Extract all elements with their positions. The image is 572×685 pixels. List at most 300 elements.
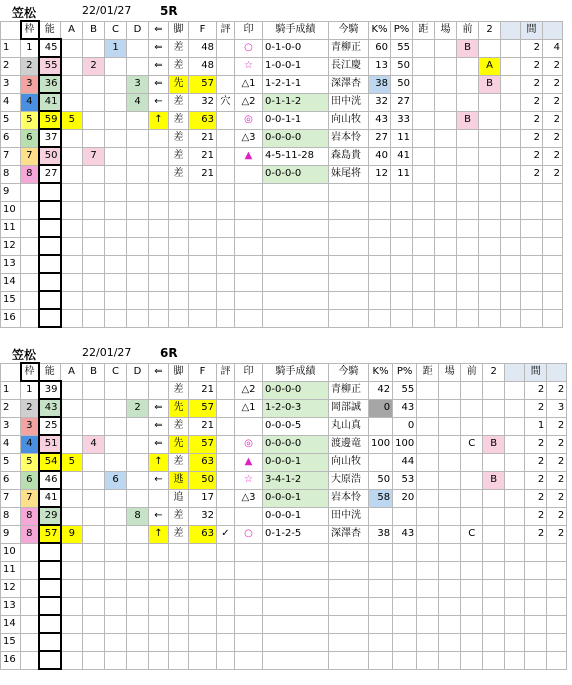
- entry-row[interactable]: [1, 147, 563, 165]
- column-header: [543, 21, 563, 39]
- cell-arr: ⇐: [149, 399, 169, 417]
- cell-k2: 2: [547, 525, 567, 543]
- cell-ni: [483, 399, 505, 417]
- cell-x: [505, 435, 525, 453]
- empty-cell: [39, 633, 61, 651]
- cell-k1: 2: [525, 435, 547, 453]
- entry-row[interactable]: [1, 129, 563, 147]
- cell-waku: 7: [21, 489, 39, 507]
- cell-ni: [483, 453, 505, 471]
- empty-cell: [189, 615, 217, 633]
- cell-kyo: [417, 471, 439, 489]
- empty-cell: [479, 201, 501, 219]
- empty-cell: [217, 219, 235, 237]
- cell-jockey: 大原浩: [329, 471, 369, 489]
- empty-cell: [457, 219, 479, 237]
- entry-row[interactable]: [1, 75, 563, 93]
- cell-hyo: [217, 471, 235, 489]
- empty-cell: [235, 237, 263, 255]
- cell-c: 6: [105, 471, 127, 489]
- race-date: 22/01/27: [82, 346, 132, 359]
- column-header: 脚: [169, 363, 189, 381]
- empty-cell: [413, 201, 435, 219]
- empty-cell: [413, 291, 435, 309]
- entry-row[interactable]: [1, 93, 563, 111]
- cell-ba: [435, 75, 457, 93]
- empty-cell: [169, 201, 189, 219]
- cell-k: 42: [369, 381, 393, 399]
- empty-cell: [525, 561, 547, 579]
- empty-cell: [189, 183, 217, 201]
- empty-cell: [39, 273, 61, 291]
- column-header: A: [61, 363, 83, 381]
- cell-noh: 50: [39, 147, 61, 165]
- cell-waku: 2: [21, 57, 39, 75]
- empty-cell: [105, 615, 127, 633]
- cell-k: 13: [369, 57, 391, 75]
- empty-cell: [413, 183, 435, 201]
- empty-cell: [189, 579, 217, 597]
- entry-row[interactable]: [1, 507, 567, 525]
- cell-kyaku: 差: [169, 93, 189, 111]
- empty-row: [1, 543, 567, 561]
- cell-seiseki: 0-0-0-1: [263, 489, 329, 507]
- empty-cell: [83, 615, 105, 633]
- empty-cell: [189, 273, 217, 291]
- empty-cell: [417, 633, 439, 651]
- cell-c: [105, 417, 127, 435]
- empty-cell: [217, 183, 235, 201]
- empty-cell: [417, 615, 439, 633]
- empty-cell: [105, 309, 127, 327]
- cell-seiseki: 0-0-0-0: [263, 165, 329, 183]
- empty-cell: [461, 579, 483, 597]
- empty-cell: [235, 183, 263, 201]
- cell-jockey: 岡部誠: [329, 399, 369, 417]
- empty-cell: [505, 543, 525, 561]
- cell-x: [505, 381, 525, 399]
- column-header: 能: [39, 363, 61, 381]
- cell-a: 5: [61, 111, 83, 129]
- empty-cell: [105, 597, 127, 615]
- cell-mae: [457, 75, 479, 93]
- cell-b: 4: [83, 435, 105, 453]
- cell-noh: 36: [39, 75, 61, 93]
- empty-cell: [105, 651, 127, 669]
- cell-b: [83, 111, 105, 129]
- cell-waku: 3: [21, 75, 39, 93]
- empty-cell: [263, 273, 329, 291]
- cell-seiseki: 1-2-1-1: [263, 75, 329, 93]
- empty-cell: [61, 219, 83, 237]
- cell-in: △3: [235, 129, 263, 147]
- cell-f: 21: [189, 147, 217, 165]
- empty-cell: [127, 255, 149, 273]
- cell-b: [83, 507, 105, 525]
- column-header: 前: [461, 363, 483, 381]
- empty-cell: [21, 255, 39, 273]
- empty-cell: [83, 273, 105, 291]
- cell-seiseki: 4-5-11-28: [263, 147, 329, 165]
- cell-mae: [461, 471, 483, 489]
- empty-cell: [547, 651, 567, 669]
- cell-seiseki: 0-0-0-5: [263, 417, 329, 435]
- empty-cell: [263, 309, 329, 327]
- cell-noh: 54: [39, 453, 61, 471]
- cell-in: [235, 165, 263, 183]
- cell-f: 57: [189, 399, 217, 417]
- empty-cell: [21, 597, 39, 615]
- cell-d: 8: [127, 507, 149, 525]
- race-header: [0, 2, 563, 20]
- empty-cell: [169, 237, 189, 255]
- cell-jockey: 岩本怜: [329, 489, 369, 507]
- cell-no: 4: [1, 435, 21, 453]
- cell-waku: 1: [21, 39, 39, 57]
- column-header: 能: [39, 21, 61, 39]
- empty-cell: [435, 201, 457, 219]
- empty-cell: [461, 651, 483, 669]
- cell-seiseki: 0-0-1-1: [263, 111, 329, 129]
- cell-ba: [439, 417, 461, 435]
- entry-row[interactable]: [1, 471, 567, 489]
- cell-f: 48: [189, 57, 217, 75]
- entry-row[interactable]: [1, 453, 567, 471]
- empty-cell: [329, 291, 369, 309]
- empty-cell: [235, 309, 263, 327]
- empty-cell: [543, 291, 563, 309]
- empty-cell: [61, 633, 83, 651]
- empty-cell: [169, 615, 189, 633]
- cell-a: [61, 381, 83, 399]
- column-header: 間: [525, 363, 547, 381]
- empty-cell: [217, 543, 235, 561]
- empty-cell: [105, 273, 127, 291]
- cell-x: [505, 507, 525, 525]
- cell-k: [369, 453, 393, 471]
- cell-noh: 39: [39, 381, 61, 399]
- cell-x: [501, 111, 521, 129]
- cell-f: 21: [189, 417, 217, 435]
- empty-cell: [369, 273, 391, 291]
- empty-cell: [483, 579, 505, 597]
- cell-no: 4: [1, 93, 21, 111]
- cell-p: 27: [391, 93, 413, 111]
- cell-hyo: [217, 57, 235, 75]
- column-header: [1, 21, 21, 39]
- empty-cell: [39, 543, 61, 561]
- empty-cell: [439, 615, 461, 633]
- cell-waku: 5: [21, 453, 39, 471]
- empty-cell: [369, 255, 391, 273]
- cell-seiseki: 0-0-0-1: [263, 507, 329, 525]
- cell-d: [127, 129, 149, 147]
- cell-a: [61, 435, 83, 453]
- empty-cell: [235, 291, 263, 309]
- empty-cell: [235, 219, 263, 237]
- empty-cell: [263, 579, 329, 597]
- empty-cell: [547, 543, 567, 561]
- cell-hyo: ✓: [217, 525, 235, 543]
- empty-cell: [169, 273, 189, 291]
- cell-ni: [483, 381, 505, 399]
- empty-cell: [369, 309, 391, 327]
- empty-cell: [435, 255, 457, 273]
- row-number: 11: [1, 219, 21, 237]
- empty-cell: [39, 309, 61, 327]
- cell-kyaku: 先: [169, 75, 189, 93]
- empty-cell: [263, 219, 329, 237]
- entry-row[interactable]: [1, 399, 567, 417]
- cell-noh: 51: [39, 435, 61, 453]
- empty-cell: [21, 291, 39, 309]
- cell-ba: [439, 453, 461, 471]
- cell-arr: ↑: [149, 453, 169, 471]
- empty-cell: [505, 579, 525, 597]
- column-header: 場: [439, 363, 461, 381]
- column-header: D: [127, 363, 149, 381]
- empty-cell: [525, 633, 547, 651]
- cell-jockey: 青柳正: [329, 39, 369, 57]
- empty-cell: [61, 255, 83, 273]
- empty-cell: [169, 561, 189, 579]
- empty-cell: [127, 633, 149, 651]
- empty-cell: [501, 201, 521, 219]
- empty-cell: [169, 579, 189, 597]
- empty-cell: [483, 543, 505, 561]
- entry-row[interactable]: [1, 525, 567, 543]
- cell-kyo: [413, 147, 435, 165]
- cell-ba: [439, 399, 461, 417]
- empty-cell: [393, 579, 417, 597]
- cell-k1: 2: [521, 111, 543, 129]
- empty-cell: [39, 237, 61, 255]
- cell-x: [505, 525, 525, 543]
- empty-cell: [263, 561, 329, 579]
- empty-cell: [369, 543, 393, 561]
- entry-row[interactable]: [1, 165, 563, 183]
- entry-row[interactable]: [1, 417, 567, 435]
- cell-noh: 55: [39, 57, 61, 75]
- cell-d: [127, 525, 149, 543]
- empty-cell: [39, 651, 61, 669]
- empty-cell: [391, 255, 413, 273]
- cell-p: 43: [393, 399, 417, 417]
- cell-in: ○: [235, 39, 263, 57]
- row-number: 10: [1, 543, 21, 561]
- cell-arr: [149, 147, 169, 165]
- empty-cell: [189, 255, 217, 273]
- cell-f: 21: [189, 165, 217, 183]
- empty-cell: [169, 633, 189, 651]
- cell-noh: 41: [39, 489, 61, 507]
- cell-k1: 2: [525, 399, 547, 417]
- column-header: 印: [235, 363, 263, 381]
- empty-cell: [83, 633, 105, 651]
- cell-ba: [435, 111, 457, 129]
- empty-cell: [263, 255, 329, 273]
- empty-cell: [189, 291, 217, 309]
- empty-cell: [149, 597, 169, 615]
- empty-cell: [435, 219, 457, 237]
- cell-kyo: [417, 453, 439, 471]
- cell-p: 100: [393, 435, 417, 453]
- empty-row: [1, 237, 563, 255]
- empty-cell: [543, 237, 563, 255]
- entry-row[interactable]: [1, 111, 563, 129]
- cell-d: 2: [127, 399, 149, 417]
- cell-k: 27: [369, 129, 391, 147]
- column-header: D: [127, 21, 149, 39]
- cell-mae: C: [461, 435, 483, 453]
- cell-k1: 2: [525, 471, 547, 489]
- empty-cell: [501, 273, 521, 291]
- cell-c: [105, 381, 127, 399]
- empty-cell: [501, 237, 521, 255]
- empty-cell: [263, 651, 329, 669]
- empty-cell: [521, 255, 543, 273]
- empty-cell: [149, 255, 169, 273]
- empty-cell: [417, 579, 439, 597]
- empty-cell: [61, 597, 83, 615]
- cell-kyo: [417, 399, 439, 417]
- cell-c: [105, 57, 127, 75]
- cell-k: 50: [369, 471, 393, 489]
- entry-row[interactable]: [1, 381, 567, 399]
- cell-p: 43: [393, 525, 417, 543]
- empty-cell: [413, 273, 435, 291]
- empty-cell: [127, 219, 149, 237]
- cell-hyo: [217, 129, 235, 147]
- cell-ni: B: [479, 75, 501, 93]
- entry-row[interactable]: [1, 39, 563, 57]
- empty-cell: [169, 651, 189, 669]
- empty-cell: [39, 597, 61, 615]
- cell-mae: [461, 399, 483, 417]
- empty-cell: [393, 543, 417, 561]
- empty-cell: [521, 273, 543, 291]
- empty-cell: [39, 183, 61, 201]
- cell-jockey: 田中洸: [329, 507, 369, 525]
- cell-c: 1: [105, 39, 127, 57]
- column-header: P%: [391, 21, 413, 39]
- cell-hyo: [217, 417, 235, 435]
- empty-cell: [127, 273, 149, 291]
- cell-ni: [479, 129, 501, 147]
- cell-mae: [457, 93, 479, 111]
- empty-cell: [21, 543, 39, 561]
- cell-mae: [457, 129, 479, 147]
- empty-cell: [543, 255, 563, 273]
- cell-a: [61, 57, 83, 75]
- empty-cell: [329, 273, 369, 291]
- cell-waku: 6: [21, 471, 39, 489]
- empty-cell: [189, 309, 217, 327]
- entry-row[interactable]: [1, 489, 567, 507]
- cell-k1: 2: [525, 381, 547, 399]
- cell-seiseki: 0-1-0-0: [263, 39, 329, 57]
- empty-cell: [369, 579, 393, 597]
- cell-d: 4: [127, 93, 149, 111]
- cell-k: 40: [369, 147, 391, 165]
- empty-cell: [439, 561, 461, 579]
- row-number: 16: [1, 309, 21, 327]
- empty-cell: [457, 273, 479, 291]
- cell-mae: C: [461, 525, 483, 543]
- cell-waku: 1: [21, 381, 39, 399]
- cell-hyo: [217, 399, 235, 417]
- empty-cell: [369, 237, 391, 255]
- empty-cell: [169, 219, 189, 237]
- cell-f: 63: [189, 453, 217, 471]
- cell-a: [61, 93, 83, 111]
- empty-cell: [263, 183, 329, 201]
- entry-row[interactable]: [1, 57, 563, 75]
- cell-a: [61, 399, 83, 417]
- empty-row: [1, 615, 567, 633]
- empty-cell: [329, 309, 369, 327]
- cell-p: 50: [391, 75, 413, 93]
- cell-ni: [483, 525, 505, 543]
- cell-in: △1: [235, 399, 263, 417]
- cell-x: [501, 57, 521, 75]
- row-number: 13: [1, 255, 21, 273]
- cell-f: 57: [189, 435, 217, 453]
- empty-cell: [525, 579, 547, 597]
- empty-cell: [479, 237, 501, 255]
- empty-cell: [217, 561, 235, 579]
- empty-cell: [413, 255, 435, 273]
- cell-a: 5: [61, 453, 83, 471]
- cell-arr: ↑: [149, 111, 169, 129]
- cell-kyaku: 差: [169, 453, 189, 471]
- empty-cell: [369, 633, 393, 651]
- cell-k2: 2: [547, 453, 567, 471]
- empty-cell: [217, 579, 235, 597]
- empty-cell: [189, 237, 217, 255]
- column-header: ⇐: [149, 363, 169, 381]
- empty-cell: [369, 201, 391, 219]
- empty-cell: [435, 183, 457, 201]
- empty-cell: [127, 237, 149, 255]
- cell-k2: 2: [543, 57, 563, 75]
- empty-cell: [149, 201, 169, 219]
- empty-cell: [435, 291, 457, 309]
- cell-no: 9: [1, 525, 21, 543]
- cell-c: [105, 93, 127, 111]
- cell-k2: 2: [547, 435, 567, 453]
- empty-cell: [83, 309, 105, 327]
- cell-no: 6: [1, 129, 21, 147]
- cell-waku: 4: [21, 93, 39, 111]
- cell-ni: [483, 417, 505, 435]
- cell-kyo: [413, 129, 435, 147]
- row-number: 16: [1, 651, 21, 669]
- empty-cell: [21, 237, 39, 255]
- cell-mae: B: [457, 111, 479, 129]
- entry-row[interactable]: [1, 435, 567, 453]
- cell-mae: [457, 57, 479, 75]
- cell-k1: 2: [525, 525, 547, 543]
- cell-p: 11: [391, 165, 413, 183]
- empty-cell: [83, 543, 105, 561]
- row-number: 9: [1, 183, 21, 201]
- empty-cell: [547, 597, 567, 615]
- column-header: 評: [217, 21, 235, 39]
- empty-cell: [189, 633, 217, 651]
- empty-cell: [127, 309, 149, 327]
- empty-cell: [457, 201, 479, 219]
